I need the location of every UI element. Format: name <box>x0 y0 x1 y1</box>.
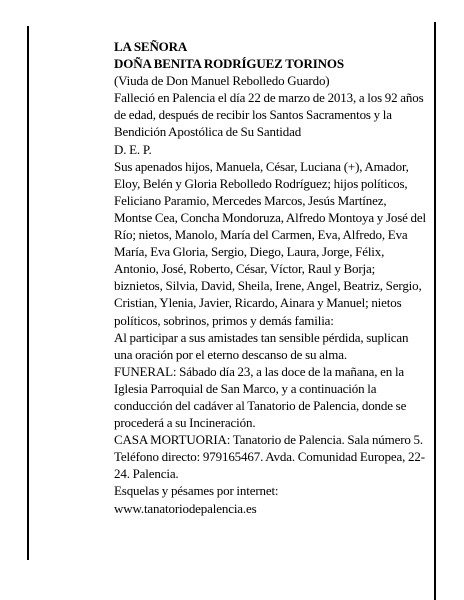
title-line-1: LA SEÑORA <box>114 39 188 54</box>
left-border-rule <box>27 0 29 600</box>
family-paragraph: Sus apenados hijos, Manuela, César, Luciana (+), Amador, Eloy, Belén y Gloria Rebolledo Rodríguez; hijos políticos, Feliciano Paramio, Mercedes Marcos, Jesús Martínez, Montse Cea, Concha Mondoruza, Alfredo Montoya y José del Río; nietos, Manolo, María del Carmen, Eva, Alfredo, Eva María, Eva Gloria, Sergio, Diego, Laura, Jorge, Félix, Antonio, José, Roberto, César, Víctor, Raul y Borja; biznietos, Silvia, David, Sheila, Irene, Angel, Beatriz, Sergio, Cristian, Ylenia, Javier, Ricardo, Ainara y Manuel; nietos políticos, sobrinos, primos y demás familia: <box>114 158 426 328</box>
rip-label: D. E. P. <box>114 141 152 157</box>
funeral-paragraph: FUNERAL: Sábado día 23, a las doce de la mañana, en la Iglesia Parroquial de San Marco, y a continuación la conducción del cadáver al Tanatorio de Palencia, donde se procederá a su Incineración. <box>114 363 407 431</box>
death-statement: Falleció en Palencia el día 22 de marzo de 2013, a los 92 años de edad, después de recibir los Santos Sacramentos y la Bendición Apostólica de Su Santidad <box>114 90 424 140</box>
online-label: Esquelas y pésames por internet: <box>114 483 279 499</box>
mortuary-paragraph: CASA MORTUORIA: Tanatorio de Palencia. Sala número 5. Teléfono directo: 979165467. Avda. Comunidad Europea, 22-24. Palencia. <box>114 432 425 482</box>
website-text: www.tanatoriodepalencia.es <box>114 500 257 516</box>
right-border-gap <box>433 0 437 22</box>
left-border-gap <box>26 0 30 26</box>
left-border-gap-bottom <box>26 560 30 600</box>
request-paragraph: Al participar a sus amistades tan sensible pérdida, suplican una oración por el eterno descanso de su alma. <box>114 329 409 362</box>
right-border-rule <box>434 0 436 600</box>
deceased-name: DOÑA BENITA RODRÍGUEZ TORINOS <box>114 56 344 72</box>
obituary-notice <box>114 38 426 517</box>
widow-of: (Viuda de Don Manuel Rebolledo Guardo) <box>114 73 330 89</box>
